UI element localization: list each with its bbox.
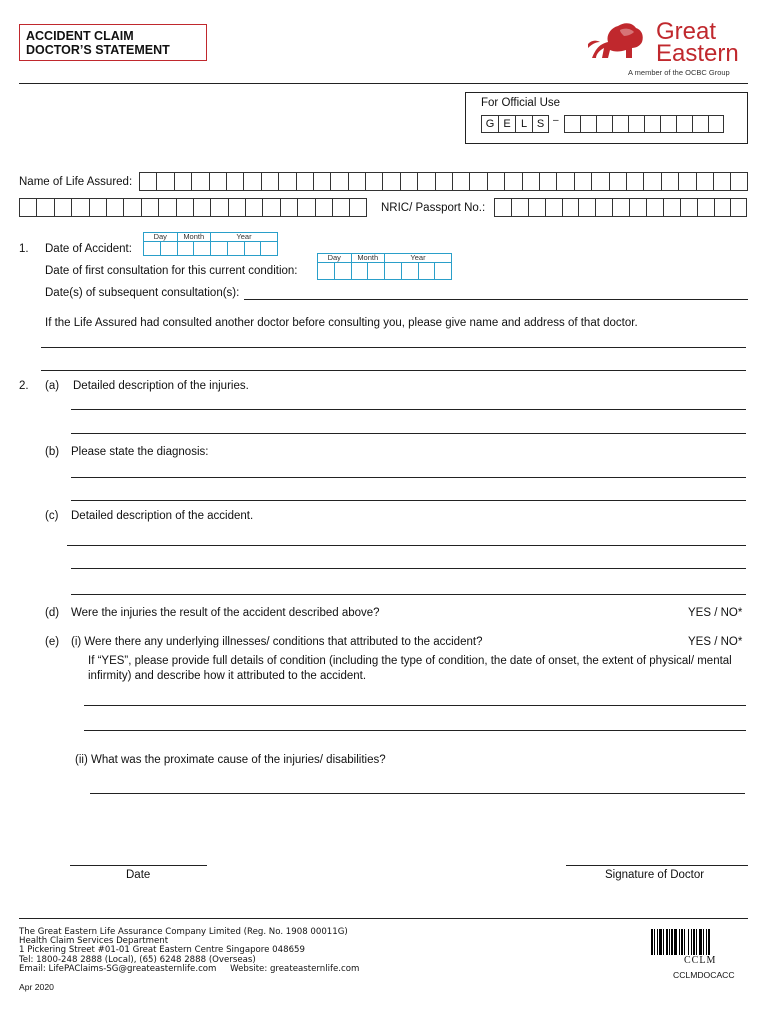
char-box[interactable] <box>417 172 434 191</box>
answer-line[interactable] <box>84 730 746 731</box>
item-e-detail-line1: If “YES”, please provide full details of condition (including the type of condition, the date of onset, the extent of physical/ mental <box>88 655 732 667</box>
address: 1 Pickering Street #01-01 Great Eastern Centre Singapore 048659 <box>19 945 305 956</box>
char-box[interactable] <box>210 198 227 217</box>
char-box[interactable] <box>278 172 295 191</box>
section2-number: 2. <box>19 380 29 392</box>
official-use-prefix <box>481 115 549 133</box>
char-box[interactable] <box>332 198 349 217</box>
item-b-label: (b) <box>45 446 60 458</box>
char-box[interactable] <box>556 172 573 191</box>
form-code: CCLMDOCACC <box>673 970 735 980</box>
char-box[interactable] <box>280 198 297 217</box>
first-consultation-label: Date of first consultation for this current condition: <box>45 265 298 277</box>
subsequent-consultation-line[interactable] <box>244 299 748 300</box>
prefix-box: G <box>481 115 498 133</box>
official-use-box <box>465 92 748 144</box>
char-box[interactable] <box>313 172 330 191</box>
char-box[interactable] <box>591 172 608 191</box>
answer-line[interactable] <box>71 568 746 569</box>
char-box[interactable] <box>435 172 452 191</box>
answer-line[interactable] <box>41 370 746 371</box>
item-e-question: (i) Were there any underlying illnesses/ conditions that attributed to the accident? <box>71 636 483 648</box>
char-box[interactable] <box>487 172 504 191</box>
char-box[interactable] <box>228 198 245 217</box>
char-box[interactable] <box>663 198 680 217</box>
form-date: Apr 2020 <box>19 982 54 992</box>
date-label: Date <box>126 869 151 881</box>
answer-line[interactable] <box>71 409 746 410</box>
char-box[interactable] <box>262 198 279 217</box>
date-of-accident-field[interactable] <box>143 232 278 256</box>
name-input-boxes-row1[interactable] <box>139 172 748 191</box>
char-box[interactable] <box>629 198 646 217</box>
char-box[interactable] <box>365 172 382 191</box>
brand-name-line1: Great <box>656 18 717 45</box>
official-use-number-boxes[interactable] <box>564 115 724 133</box>
item-d-question: Were the injuries the result of the accident described above? <box>71 607 380 619</box>
answer-line[interactable] <box>71 594 746 595</box>
char-box[interactable] <box>349 198 366 217</box>
answer-line[interactable] <box>71 500 746 501</box>
brand-name-line2: Eastern <box>656 40 739 67</box>
department: Health Claim Services Department <box>19 936 169 947</box>
char-box[interactable] <box>596 115 612 133</box>
answer-line[interactable] <box>71 433 746 434</box>
email-website: Email: LifePAClaims-SG@greateasternlife.com Website: greateasternlife.com <box>19 963 360 974</box>
char-box[interactable] <box>315 198 332 217</box>
char-box[interactable] <box>564 115 580 133</box>
char-box[interactable] <box>400 172 417 191</box>
form-title-line2: DOCTOR’S STATEMENT <box>26 43 170 57</box>
char-box[interactable] <box>730 198 747 217</box>
year-label: Year <box>236 232 252 241</box>
char-box[interactable] <box>643 172 660 191</box>
year-label: Year <box>410 253 426 262</box>
char-box[interactable] <box>176 198 193 217</box>
char-box[interactable] <box>545 198 562 217</box>
day-label: Day <box>153 232 167 241</box>
char-box[interactable] <box>193 198 210 217</box>
day-segment <box>144 233 178 255</box>
item-c-question: Detailed description of the accident. <box>71 510 254 522</box>
char-box[interactable] <box>578 198 595 217</box>
char-box[interactable] <box>539 172 556 191</box>
char-box[interactable] <box>245 198 262 217</box>
item-d-label: (d) <box>45 607 60 619</box>
barcode-icon <box>651 929 741 955</box>
char-box[interactable] <box>562 198 579 217</box>
item-e-ii-question: (ii) What was the proximate cause of the injuries/ disabilities? <box>75 754 386 766</box>
telephone: Tel: 1800-248 2888 (Local), (65) 6248 2888 (Overseas) <box>19 954 256 965</box>
char-box[interactable] <box>158 198 175 217</box>
char-box[interactable] <box>522 172 539 191</box>
answer-line[interactable] <box>90 793 745 794</box>
prefix-box: E <box>498 115 515 133</box>
char-box[interactable] <box>628 115 644 133</box>
char-box[interactable] <box>139 172 156 191</box>
char-box[interactable] <box>504 172 521 191</box>
form-title-box <box>19 24 207 61</box>
form-title-line1: ACCIDENT CLAIM <box>26 29 134 43</box>
official-use-dash: – <box>553 115 559 126</box>
item-d-yes-no[interactable]: YES / NO* <box>688 607 743 619</box>
char-box[interactable] <box>261 172 278 191</box>
nric-input-boxes[interactable] <box>494 198 747 217</box>
char-box[interactable] <box>511 198 528 217</box>
char-box[interactable] <box>191 172 208 191</box>
char-box[interactable] <box>89 198 106 217</box>
day-label: Day <box>327 253 341 262</box>
date-of-accident-label: Date of Accident: <box>45 243 132 255</box>
answer-line[interactable] <box>84 705 746 706</box>
item-e-yes-no[interactable]: YES / NO* <box>688 636 743 648</box>
char-box[interactable] <box>141 198 158 217</box>
first-consultation-date-field[interactable] <box>317 253 452 280</box>
answer-line[interactable] <box>71 477 746 478</box>
char-box[interactable] <box>609 172 626 191</box>
name-label: Name of Life Assured: <box>19 176 133 188</box>
item-b-question: Please state the diagnosis: <box>71 446 209 458</box>
barcode-text: CCLM <box>684 955 717 966</box>
char-box[interactable] <box>580 115 596 133</box>
char-box[interactable] <box>54 198 71 217</box>
char-box[interactable] <box>612 198 629 217</box>
char-box[interactable] <box>209 172 226 191</box>
char-box[interactable] <box>713 172 730 191</box>
subsequent-consultation-label: Date(s) of subsequent consultation(s): <box>45 287 240 299</box>
day-segment <box>318 254 352 279</box>
lion-icon <box>586 18 648 64</box>
char-box[interactable] <box>595 198 612 217</box>
char-box[interactable] <box>19 198 36 217</box>
month-label: Month <box>357 253 379 262</box>
char-box[interactable] <box>730 172 747 191</box>
char-box[interactable] <box>644 115 660 133</box>
char-box[interactable] <box>36 198 53 217</box>
char-box[interactable] <box>452 172 469 191</box>
char-box[interactable] <box>71 198 88 217</box>
char-box[interactable] <box>297 198 314 217</box>
year-segment <box>211 233 277 255</box>
month-segment <box>352 254 386 279</box>
prefix-box: S <box>532 115 549 133</box>
char-box[interactable] <box>692 115 708 133</box>
char-box[interactable] <box>348 172 365 191</box>
company-name: The Great Eastern Life Assurance Company Limited (Reg. No. 1908 00011G) <box>19 927 348 937</box>
month-segment <box>178 233 212 255</box>
char-box[interactable] <box>676 115 692 133</box>
name-input-boxes-row2[interactable] <box>19 198 367 217</box>
company-address-block <box>19 928 359 974</box>
char-box[interactable] <box>226 172 243 191</box>
answer-line[interactable] <box>67 545 746 546</box>
brand-tagline: A member of the OCBC Group <box>628 68 730 77</box>
item-e-detail-line2: infirmity) and describe how it attributed to the accident. <box>88 670 367 682</box>
item-a-question: Detailed description of the injuries. <box>73 380 249 392</box>
char-box[interactable] <box>106 198 123 217</box>
char-box[interactable] <box>296 172 313 191</box>
section1-number: 1. <box>19 243 29 255</box>
char-box[interactable] <box>528 198 545 217</box>
char-box[interactable] <box>714 198 731 217</box>
nric-label: NRIC/ Passport No.: <box>381 202 486 214</box>
char-box[interactable] <box>697 198 714 217</box>
char-box[interactable] <box>123 198 140 217</box>
char-box[interactable] <box>646 198 663 217</box>
char-box[interactable] <box>156 172 173 191</box>
char-box[interactable] <box>680 198 697 217</box>
char-box[interactable] <box>494 198 511 217</box>
date-signature-line[interactable] <box>70 865 207 866</box>
item-e-label: (e) <box>45 636 60 648</box>
char-box[interactable] <box>696 172 713 191</box>
char-box[interactable] <box>243 172 260 191</box>
doctor-signature-line[interactable] <box>566 865 748 866</box>
item-a-label: (a) <box>45 380 60 392</box>
prefix-box: L <box>515 115 532 133</box>
char-box[interactable] <box>708 115 724 133</box>
other-doctor-question: If the Life Assured had consulted another doctor before consulting you, please give name and address of that doctor. <box>45 317 638 329</box>
char-box[interactable] <box>469 172 486 191</box>
header-divider <box>19 83 748 84</box>
answer-line[interactable] <box>41 347 746 348</box>
char-box[interactable] <box>174 172 191 191</box>
official-use-label: For Official Use <box>481 97 561 109</box>
footer-divider <box>19 918 748 919</box>
char-box[interactable] <box>612 115 628 133</box>
item-c-label: (c) <box>45 510 59 522</box>
char-box[interactable] <box>626 172 643 191</box>
char-box[interactable] <box>574 172 591 191</box>
year-segment <box>385 254 451 279</box>
char-box[interactable] <box>678 172 695 191</box>
char-box[interactable] <box>330 172 347 191</box>
month-label: Month <box>183 232 205 241</box>
char-box[interactable] <box>661 172 678 191</box>
signature-label: Signature of Doctor <box>605 869 705 881</box>
char-box[interactable] <box>660 115 676 133</box>
great-eastern-logo <box>586 18 739 77</box>
char-box[interactable] <box>382 172 399 191</box>
